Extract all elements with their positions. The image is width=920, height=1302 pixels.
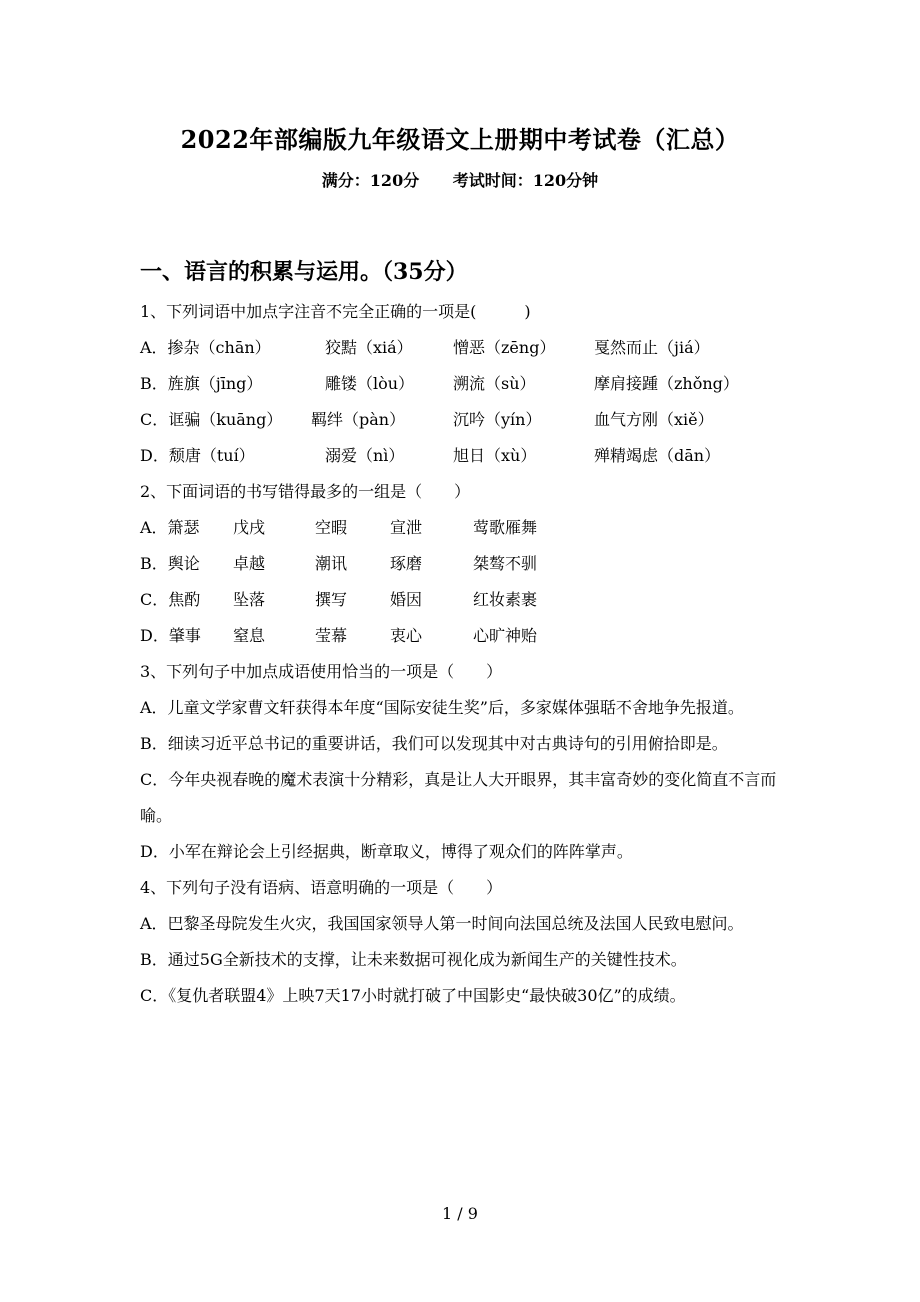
q4-option-c: C．《复仇者联盟4》上映7天17小时就打破了中国影史“最快破30亿”的成绩。 xyxy=(140,986,686,1005)
q1-option-b xyxy=(140,366,785,402)
q2-b-2: 卓越 xyxy=(233,554,266,573)
q1-option-c xyxy=(140,402,785,438)
q1-c-3: 沉吟（yín） xyxy=(453,410,542,429)
q2-option-c xyxy=(140,582,785,618)
q1-d-3: 旭日（xù） xyxy=(453,446,537,465)
q2-d-1: D．肇事 xyxy=(140,626,201,645)
q2-b-3: 潮讯 xyxy=(315,554,348,573)
q2-option-a xyxy=(140,510,785,546)
q4-option-a: A．巴黎圣母院发生火灾，我国国家领导人第一时间向法国总统及法国人民致电慰问。 xyxy=(140,914,744,933)
q2-a-3: 空暇 xyxy=(315,518,348,537)
q1-d-1: D．颓唐（tuí） xyxy=(140,446,255,465)
q2-c-4: 婚因 xyxy=(390,590,423,609)
q2-a-4: 宣泄 xyxy=(390,518,423,537)
q2-a-2: 戊戌 xyxy=(233,518,266,537)
section-heading: 一、语言的积累与运用。（35分） xyxy=(140,259,468,285)
q1-b-3: 溯流（sù） xyxy=(453,374,536,393)
q3-option-d: D．小军在辩论会上引经据典，断章取义，博得了观众们的阵阵掌声。 xyxy=(140,842,633,861)
q2-b-4: 琢磨 xyxy=(390,554,423,573)
q1-b-4: 摩肩接踵（zhǒng） xyxy=(594,374,739,393)
q1-a-4: 戛然而止（jiá） xyxy=(594,338,710,357)
q2-c-1: C．焦酌 xyxy=(140,590,201,609)
q2-c-3: 撰写 xyxy=(315,590,348,609)
q3-option-a: A．儿童文学家曹文轩获得本年度“国际安徒生奖”后，多家媒体强聒不舍地争先报道。 xyxy=(140,698,744,717)
q1-option-d xyxy=(140,438,785,474)
q2-b-5: 桀骜不驯 xyxy=(473,554,538,573)
q1-b-1: B．旌旗（jīng） xyxy=(140,374,263,393)
exam-time: 考试时间：120分钟 xyxy=(452,171,599,190)
document-title: 2022年部编版九年级语文上册期中考试卷（汇总） xyxy=(180,125,740,154)
q1-a-3: 憎恶（zēng） xyxy=(453,338,556,357)
q1-a-2: 狡黠（xiá） xyxy=(325,338,413,357)
exam-info xyxy=(0,168,920,191)
page-number: 1 / 9 xyxy=(442,1204,478,1223)
q2-d-5: 心旷神贻 xyxy=(473,626,538,645)
q1-a-1: A．掺杂（chān） xyxy=(140,338,271,357)
q1-d-4: 殚精竭虑（dān） xyxy=(594,446,721,465)
q2-a-1: A．箫瑟 xyxy=(140,518,200,537)
q2-b-1: B．舆论 xyxy=(140,554,200,573)
q1-d-2: 溺爱（nì） xyxy=(325,446,405,465)
q3-option-b: B．细读习近平总书记的重要讲话，我们可以发现其中对古典诗句的引用俯拾即是。 xyxy=(140,734,728,753)
question-4-stem: 4、下列句子没有语病、语意明确的一项是（ ） xyxy=(140,878,503,897)
q1-b-2: 雕镂（lòu） xyxy=(325,374,415,393)
q1-c-1: C．诓骗（kuāng） xyxy=(140,410,283,429)
q1-c-4: 血气方刚（xiě） xyxy=(594,410,714,429)
q2-d-2: 窒息 xyxy=(233,626,266,645)
q4-option-b: B．通过5G全新技术的支撑，让未来数据可视化成为新闻生产的关键性技术。 xyxy=(140,950,687,969)
question-body xyxy=(140,294,785,1014)
q2-option-d xyxy=(140,618,785,654)
q2-option-b xyxy=(140,546,785,582)
q1-option-a xyxy=(140,330,785,366)
q2-c-5: 红妆素裹 xyxy=(473,590,538,609)
q3-option-c: C．今年央视春晚的魔术表演十分精彩，真是让人大开眼界，其丰富奇妙的变化简直不言而喻。 xyxy=(140,770,777,825)
q1-c-2: 羁绊（pàn） xyxy=(311,410,406,429)
full-score: 满分：120分 xyxy=(321,171,420,190)
q2-a-5: 莺歌雁舞 xyxy=(473,518,538,537)
q2-d-4: 衷心 xyxy=(390,626,423,645)
q2-d-3: 莹幕 xyxy=(315,626,348,645)
question-2-stem: 2、下面词语的书写错得最多的一组是（ ） xyxy=(140,482,471,501)
question-3-stem: 3、下列句子中加点成语使用恰当的一项是（ ） xyxy=(140,662,503,681)
q2-c-2: 坠落 xyxy=(233,590,266,609)
question-1-stem: 1、下列词语中加点字注音不完全正确的一项是( ) xyxy=(140,302,531,321)
